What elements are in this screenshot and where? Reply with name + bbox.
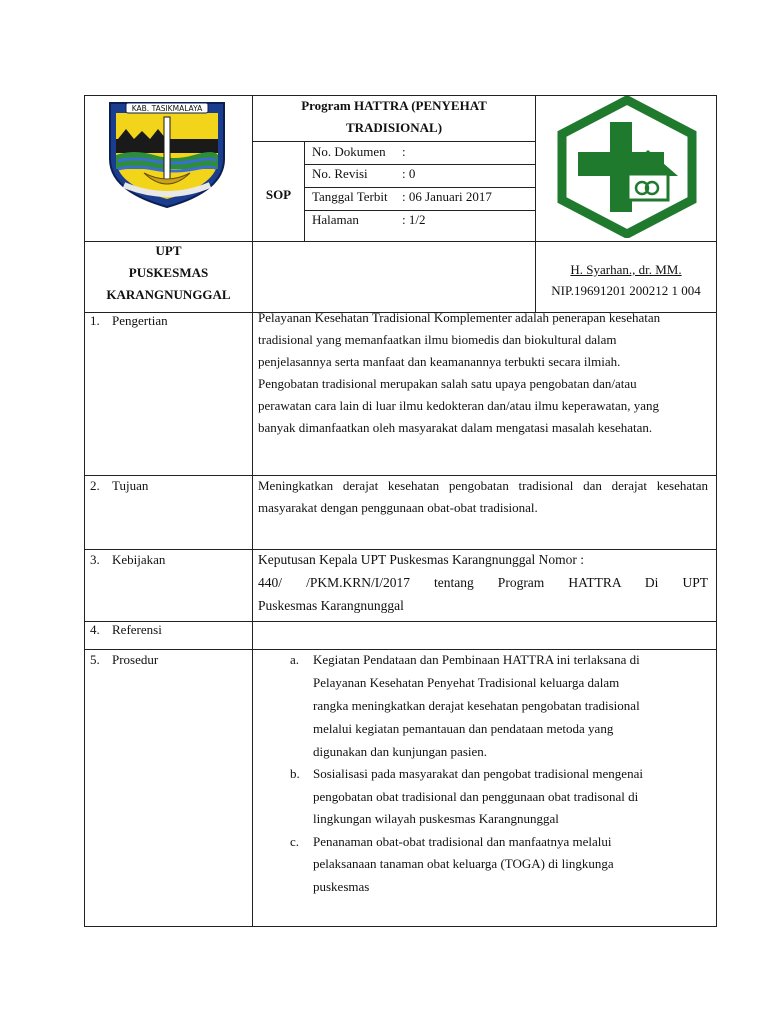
procedure-c-line-2: pelaksanaan tanaman obat keluarga (TOGA) di lingkunga bbox=[313, 856, 614, 871]
procedure-a-line-4: melalui kegiatan pemantauan dan pendataan metoda yang bbox=[313, 721, 614, 736]
sop-divider bbox=[304, 141, 305, 241]
procedure-a-marker: a. bbox=[290, 652, 300, 667]
doc-number-value: : bbox=[402, 144, 406, 159]
revision-value: : 0 bbox=[402, 166, 416, 181]
title-bottom-line bbox=[252, 141, 536, 142]
section-1-line-2: tradisional yang memanfaatkan ilmu biomedis dan biokultural dalam bbox=[258, 332, 617, 347]
procedure-c-line-1: Penanaman obat-obat tradisional dan manfaatnya melalui bbox=[313, 834, 612, 849]
section-1-line-4: Pengobatan tradisional merupakan salah satu upaya pengobatan dan/atau bbox=[258, 376, 637, 391]
section-2-number: 2. bbox=[90, 478, 100, 493]
procedure-b-line-3: lingkungan wilayah puskesmas Karangnunggal bbox=[313, 811, 559, 826]
signatory-nip: NIP.19691201 200212 1 004 bbox=[551, 283, 701, 298]
doc-number-label: No. Dokumen bbox=[312, 144, 386, 159]
section-1-line-1: Pelayanan Kesehatan Tradisional Komplementer adalah penerapan kesehatan bbox=[258, 310, 661, 325]
institution-line-1: UPT bbox=[155, 243, 182, 258]
signatory-name: H. Syarhan., dr. MM. bbox=[570, 262, 682, 277]
section-1-line-6: banyak dimanfaatkan oleh masyarakat dalam mengatasi masalah kesehatan. bbox=[258, 420, 653, 435]
page-label: Halaman bbox=[312, 212, 359, 227]
procedure-c-line-3: puskesmas bbox=[313, 879, 370, 894]
section-1-number: 1. bbox=[90, 313, 100, 328]
section-1-line-3: penjelasannya serta manfaat dan keamanannya terbukti secara ilmiah. bbox=[258, 354, 621, 369]
section-2-line-2: masyarakat dengan penggunaan obat-obat tradisional. bbox=[258, 500, 538, 515]
section-5-number: 5. bbox=[90, 652, 100, 667]
issue-date-label: Tanggal Terbit bbox=[312, 189, 388, 204]
frame-bottom-border bbox=[84, 926, 717, 927]
document-title-line-1: Program HATTRA (PENYEHAT bbox=[301, 98, 487, 113]
section-4-title: Referensi bbox=[112, 622, 162, 637]
frame-left-border bbox=[84, 95, 85, 927]
section-2-title: Tujuan bbox=[112, 478, 149, 493]
institution-line-2: PUSKESMAS bbox=[128, 265, 209, 280]
revision-label: No. Revisi bbox=[312, 166, 368, 181]
section-3-line-3: Puskesmas Karangnunggal bbox=[258, 598, 404, 613]
procedure-a-line-1: Kegiatan Pendataan dan Pembinaan HATTRA ini terlaksana di bbox=[313, 652, 640, 667]
section-1-line-5: perawatan cara lain di luar ilmu kedokteran dan/atau ilmu keperawatan, yang bbox=[258, 398, 660, 413]
procedure-b-marker: b. bbox=[290, 766, 300, 781]
section-2-line-1: Meningkatkan derajat kesehatan pengobatan tradisional dan derajat kesehatan bbox=[258, 478, 708, 493]
section-1-title: Pengertian bbox=[112, 313, 168, 328]
puskesmas-logo bbox=[552, 96, 702, 238]
section-4-number: 4. bbox=[90, 622, 100, 637]
section-5-title: Prosedur bbox=[112, 652, 159, 667]
svg-text:KAB. TASIKMALAYA: KAB. TASIKMALAYA bbox=[131, 104, 203, 113]
frame-right-border bbox=[716, 95, 717, 927]
section-3-title: Kebijakan bbox=[112, 552, 166, 567]
issue-date-value: : 06 Januari 2017 bbox=[402, 189, 492, 204]
section-3-line-1: Keputusan Kepala UPT Puskesmas Karangnunggal Nomor : bbox=[258, 552, 584, 567]
column-divider bbox=[252, 95, 253, 927]
section-line-4 bbox=[84, 621, 717, 622]
sop-label: SOP bbox=[265, 187, 292, 202]
institution-line-3: KARANGNUNGGAL bbox=[106, 287, 231, 302]
document-title-line-2: TRADISIONAL) bbox=[345, 120, 443, 135]
procedure-a-line-3: rangka meningkatkan derajat kesehatan pengobatan tradisional bbox=[313, 698, 640, 713]
procedure-a-line-5: digunakan dan kunjungan pasien. bbox=[313, 744, 488, 759]
page-value: : 1/2 bbox=[402, 212, 426, 227]
section-3-number: 3. bbox=[90, 552, 100, 567]
procedure-c-marker: c. bbox=[290, 834, 300, 849]
section-3-line-2: 440/ /PKM.KRN/I/2017 tentang Program HATTRA Di UPT bbox=[258, 575, 708, 590]
procedure-b-line-1: Sosialisasi pada masyarakat dan pengobat tradisional mengenai bbox=[313, 766, 643, 781]
procedure-a-line-2: Pelayanan Kesehatan Penyehat Tradisional keluarga dalam bbox=[313, 675, 620, 690]
regency-crest-logo bbox=[104, 99, 230, 209]
procedure-b-line-2: pengobatan obat tradisional dan penggunaan obat tradisonal di bbox=[313, 789, 639, 804]
